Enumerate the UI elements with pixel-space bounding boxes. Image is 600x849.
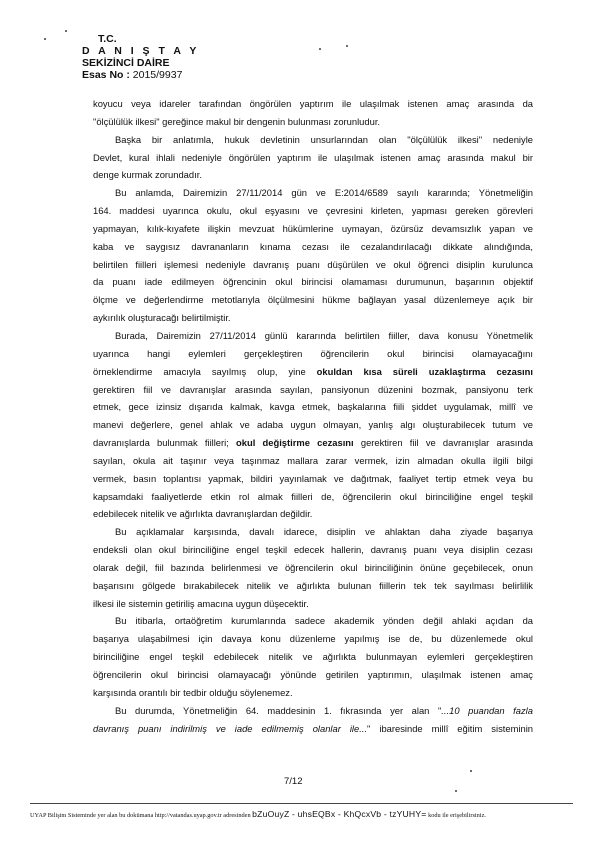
line-text: uyarınca hangi eylemleri gerçekleştiren öğrencilerin okul birincisi olamayacağını [93, 347, 533, 359]
body-line [93, 470, 533, 488]
body-line [93, 202, 533, 220]
body-line [93, 416, 533, 434]
line-text: Başka bir anlatımla, hukuk devletinin unsurlarından olan "ölçülülük ilkesi" nedeniyle [115, 133, 533, 145]
esas-label: Esas No : [82, 69, 130, 81]
body-line [93, 149, 533, 167]
footer-prefix: UYAP Bilişim Sisteminde yer alan bu dokümana http://vatandas.uyap.gov.tr adresinden [30, 812, 251, 819]
body-line [93, 95, 533, 113]
line-text: 164. maddesi uyarınca okulu, okul eşyasını ve çevresini kirleten, yapması gereken görevleri [93, 205, 533, 217]
body-line [93, 381, 533, 399]
line-text: Burada, Dairemizin 27/11/2014 günlü kararında belirtilen fiiller, dava konusu Yönetmelik [115, 329, 533, 341]
body-line [93, 345, 533, 363]
line-text: ölçme ve değerlendirme metotlarıyla ölçülmesini hükme bağlayan yasal düzenlemeye açık bir [93, 294, 533, 306]
header-esas [82, 69, 199, 81]
line-text: olarak değil, fiil bazında belirlenmesi ve öğrencilerin okul birinciliğinin önüne geçebilecek, onun [93, 561, 533, 573]
body-line [93, 327, 533, 345]
scan-speck [455, 790, 457, 792]
body-line [93, 434, 533, 452]
body-line [93, 398, 533, 416]
line-text: başarıya ulaşabilmesi için davaya konu düzenleme yapılmış ise de, bu düzenlemede okul [93, 633, 533, 645]
body-line [93, 113, 533, 131]
line-text: Bu açıklamalar karşısında, davalı idarece, disiplin ve ahlaktan daha ziyade başarıya [115, 526, 533, 538]
bold-phrase: okul değiştirme cezasını [236, 437, 354, 449]
line-text: belirtilen fiilleri işlemesi nedeniyle davranış puanı düşürülen ve okul öğrenci disiplin kurulunca [93, 258, 533, 270]
scan-speck [65, 30, 67, 32]
body-line [93, 541, 533, 559]
body-line [93, 523, 533, 541]
line-text: "ölçülülük ilkesi" gereğince makul bir dengenin bulunması zorunludur. [93, 115, 381, 127]
body-line [93, 363, 533, 381]
line-text: davranışlarda bulunmak fiilleri; [93, 437, 237, 449]
header-chamber: SEKİZİNCİ DAİRE [82, 57, 170, 69]
body-line [93, 220, 533, 238]
body-line [93, 184, 533, 202]
scan-speck [346, 45, 348, 47]
line-text: Bu anlamda, Dairemizin 27/11/2014 gün ve E:2014/6589 sayılı kararında; Yönetmeliğin [115, 187, 533, 199]
body-line [93, 131, 533, 149]
line-text: Bu itibarla, ortaöğretim kurumlarında sadece akademik yönden değil ahlaki açıdan da [115, 615, 533, 627]
body-line [93, 238, 533, 256]
document-body [93, 95, 533, 737]
body-line [93, 273, 533, 291]
body-line [93, 612, 533, 630]
line-text: sayılan, okula ait taşınır veya taşınmaz mallara zarar vermek, izin almadan okulla ilgili bilgi [93, 454, 533, 466]
line-text: kaba ve saygısız davrananların kınama cezası ile cezalandırılacağı dikkate alındığında, [93, 240, 533, 252]
line-text: koyucu veya idareler tarafından öngörülen yaptırım ile ulaşılmak istenen amaç arasında da [93, 98, 533, 109]
body-line [93, 452, 533, 470]
line-text: gerektiren fiil ve davranışlar arasında sayılan, pansiyonun düzenini bozmak, pansiyonu terk [93, 383, 533, 395]
line-text: karşısında orantılı bir tedbir olduğu söylenemez. [93, 686, 293, 698]
body-line [93, 648, 533, 666]
footer-divider [30, 803, 573, 804]
line-text: " ibaresinde millî eğitim sisteminin [367, 722, 533, 734]
body-line [93, 720, 533, 738]
footer-suffix: kodu ile erişebilirsiniz. [428, 812, 486, 819]
line-text: denge kurmak zorundadır. [93, 169, 202, 181]
line-text: endeksli olan okul birinciliğine engel teşkil edecek hallerin, davranış puanı veya disiplin cezası [93, 544, 533, 556]
body-line [93, 666, 533, 684]
line-text: etmek, gece izinsiz dışarıda kalmak, kavga etmek, başkalarına fiili şiddet uygulamak, millî ve [93, 401, 533, 413]
body-line [93, 559, 533, 577]
bold-phrase: okuldan kısa süreli uzaklaştırma cezasını [316, 365, 533, 377]
line-text: gerektiren fiil ve davranışlar arasında [353, 437, 533, 449]
body-line [93, 595, 533, 613]
header-tc: T.C. [98, 33, 117, 45]
line-text: edebilecek nitelik ve ağırlıkta davranışlardan değildir. [93, 508, 313, 520]
scan-speck [319, 48, 321, 50]
line-text: Devlet, kural ihlali nedeniyle öngörülen yaptırım ile ulaşılmak istenen amaç arasında makul bir [93, 151, 533, 163]
body-line [93, 577, 533, 595]
body-line [93, 256, 533, 274]
body-line [93, 630, 533, 648]
italic-quote: ...10 puandan fazla [441, 704, 533, 716]
document-header [82, 33, 199, 81]
line-text: başarısını gölgede bırakabilecek nitelik ve ağırlıkta bulunan fiillerin tek tek sayılması belirlilik [93, 579, 533, 591]
line-text: aykırılık oluşturacağı belirtilmiştir. [93, 312, 231, 324]
body-line [93, 505, 533, 523]
line-text: kapsamdaki faaliyetlerde etkin rol almak fiilleri de, öğrencilerin okul birinciliğine engel teşkil [93, 490, 533, 502]
document-footer [30, 809, 575, 819]
line-text: vermek, basın toplantısı yapmak, bildiri yayınlamak ve dağıtmak, faaliyet tertip etmek veya bu [93, 472, 533, 484]
line-text: manevi değerlere, genel ahlak ve adaba uygun olmayan, yanlış algı oluşturabilecek tutum ve [93, 419, 533, 431]
scan-speck [44, 38, 46, 40]
line-text: Bu durumda, Yönetmeliğin 64. maddesinin 1. fıkrasında yer alan " [115, 704, 442, 716]
line-text: da puanı iade edilmeyen öğrencinin okul birincisi olamaması durumunun, başarının objektif [93, 276, 533, 288]
body-line [93, 488, 533, 506]
page-number: 7/12 [284, 776, 303, 787]
header-court: D A N I Ş T A Y [82, 45, 200, 57]
line-text: öğrencilerin okul birincisi olamayacağı yönünde getirilen yaptırımın, ulaşılmak istenen amaç [93, 669, 533, 680]
line-text: örneklendirme amacıyla sayılmış olup, yine [93, 365, 317, 377]
body-line [93, 702, 533, 720]
body-line [93, 684, 533, 702]
italic-quote: davranış puanı indirilmiş ve iade edilmemiş olanlar ile... [93, 722, 368, 734]
body-line [93, 309, 533, 327]
line-text: ilkesi ile sistemin getiriliş amacına uygun düşecektir. [93, 597, 309, 609]
line-text: yapmayan, kılık-kıyafete ilişkin mevzuat hükümlerine uymayan, özürsüz devamsızlık yapan ve [93, 222, 533, 234]
footer-access-code: bZuOuyZ - uhsEQBx - KhQcxVb - tzYUHY= [252, 809, 427, 819]
scan-speck [470, 770, 472, 772]
esas-value: 2015/9937 [132, 69, 183, 81]
line-text: birinciliğine engel teşkil edebilecek nitelik ve ağırlıkta bulunmayan eylemleri gerçekleştiren [93, 651, 533, 663]
body-line [93, 166, 533, 184]
body-line [93, 291, 533, 309]
